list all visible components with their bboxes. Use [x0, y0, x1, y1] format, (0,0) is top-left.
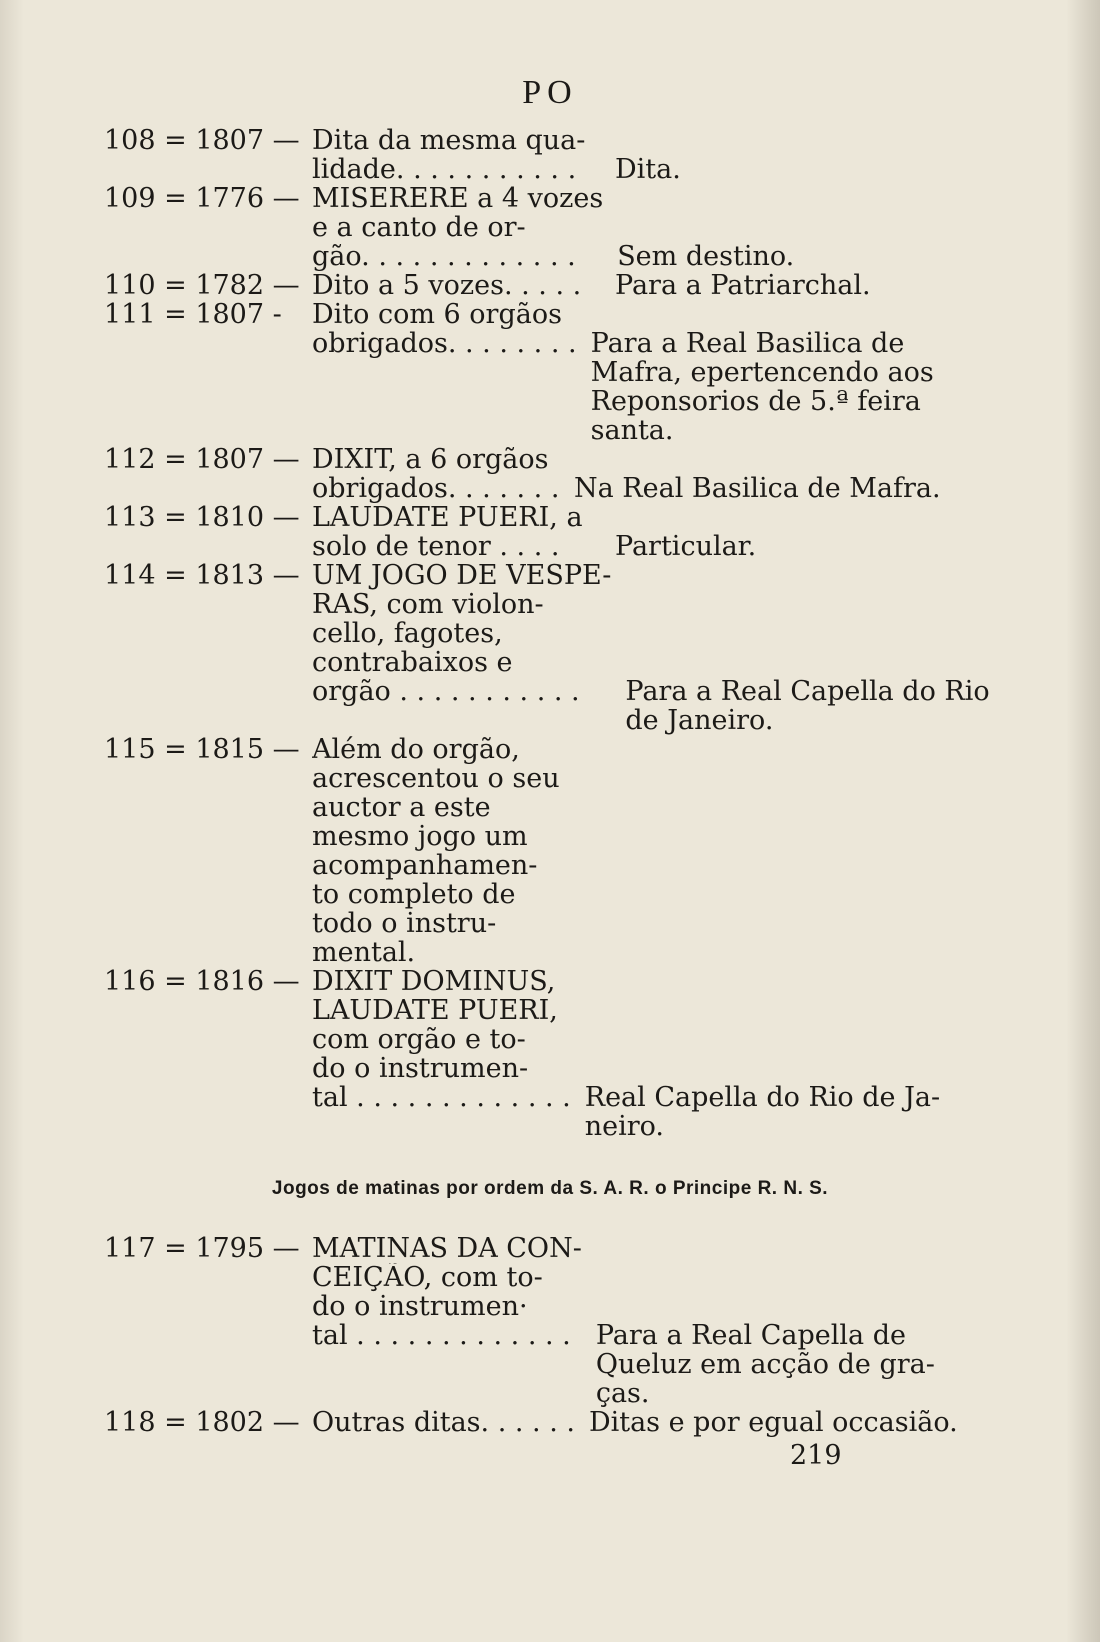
entry-destination-line — [596, 1263, 926, 1292]
catalogue-entry — [104, 184, 904, 271]
entry-title-line: acrescentou o seu — [312, 764, 560, 793]
entry-number-year: 118 = 1802 — — [104, 1407, 300, 1438]
catalogue-entry — [104, 299, 934, 446]
entry-destination-line: Dita. — [615, 154, 681, 185]
entry-title-line: LAUDATE PUERI, a — [312, 503, 583, 532]
entry-title-line: LAUDATE PUERI, — [312, 996, 558, 1025]
entry-title — [312, 271, 601, 300]
entry-title-line: tal . . . . . . . . . . . . . — [312, 1083, 571, 1112]
entry-destination-line — [585, 1025, 915, 1054]
entry-title-line: do o instrumen- — [312, 1054, 529, 1083]
entry-number-year: 109 = 1776 — — [104, 183, 300, 214]
entry-title-line: CEIÇÃO, com to- — [312, 1263, 543, 1292]
entry-title-line: todo o instru- — [312, 909, 497, 938]
entry-title-line: com orgão e to- — [312, 1025, 526, 1054]
entry-destination — [615, 271, 904, 300]
entry-destination-line — [596, 1292, 926, 1321]
entry-destination-line: Particular. — [615, 531, 757, 562]
entry-title-line: RAS, com violon- — [312, 590, 544, 619]
entry-destination-line — [625, 561, 955, 590]
entry-destination-line: Mafra, epertencendo aos — [590, 357, 934, 388]
entry-title-line: to completo de — [312, 880, 516, 909]
catalogue-entry — [104, 966, 941, 1142]
entry-destination-line — [591, 300, 921, 329]
catalogue-entry — [104, 503, 904, 561]
entry-destination — [584, 967, 941, 1142]
entry-title-line: Outras ditas. . . . . . — [312, 1408, 575, 1437]
entry-title-line: Além do orgão, — [312, 735, 520, 764]
entry-title — [312, 1408, 575, 1437]
entry-title — [312, 561, 611, 735]
entry-title-line: orgão . . . . . . . . . . . — [312, 677, 580, 706]
catalogue-entries — [104, 125, 990, 1142]
catalogue-entry — [104, 1407, 958, 1438]
entry-destination — [615, 126, 904, 184]
page-number: 219 — [790, 1440, 842, 1471]
entry-destination-line — [625, 590, 955, 619]
entry-destination — [617, 184, 904, 271]
entry-destination-line: Ditas e por egual occasião. — [588, 1407, 958, 1438]
entry-title — [312, 184, 603, 271]
page-edge-shadow-left — [0, 0, 24, 1642]
entry-destination-line — [615, 126, 904, 155]
entry-title-line: acompanhamen- — [312, 851, 538, 880]
entry-destination — [615, 503, 904, 561]
entry-destination — [574, 445, 941, 504]
entry-title-line: obrigados. . . . . . . — [312, 474, 560, 503]
entry-title-line: MATINAS DA CON- — [312, 1234, 582, 1263]
entry-destination — [615, 735, 904, 967]
catalogue-entry — [104, 444, 941, 504]
entry-title-line: cello, fagotes, — [312, 619, 503, 648]
entry-number-year: 111 = 1807 - — [104, 299, 282, 330]
entry-title-line: gão. . . . . . . . . . . . . — [312, 242, 576, 271]
entry-destination-line: Para a Real Basilica de — [590, 328, 905, 359]
entry-title — [312, 300, 577, 445]
entry-title-line: Dito a 5 vozes. . . . . — [312, 271, 582, 300]
running-head: PO — [522, 74, 578, 111]
entry-destination-line: Reponsorios de 5.ª feira — [590, 386, 921, 417]
entry-destination-line — [585, 996, 915, 1025]
entry-title-line: MISERERE a 4 vozes — [312, 184, 604, 213]
entry-number-year: 110 = 1782 — — [104, 270, 300, 301]
entry-destination-line — [617, 213, 904, 242]
entry-destination-line: ças. — [595, 1378, 650, 1409]
entry-title-line: e a canto de or- — [312, 213, 526, 242]
entry-number-year: 116 = 1816 — — [104, 966, 300, 997]
entry-number-year: 114 = 1813 — — [104, 560, 300, 591]
entry-destination-line — [585, 967, 915, 996]
entry-destination-line: Na Real Basilica de Mafra. — [574, 473, 941, 504]
entry-destination-line — [615, 503, 904, 532]
entry-destination-line: Para a Real Capella do Rio — [625, 676, 990, 707]
entry-destination — [588, 1407, 958, 1438]
entry-number-year: 113 = 1810 — — [104, 502, 300, 533]
entry-number-year: 108 = 1807 — — [104, 125, 300, 156]
entry-title-line: lidade. . . . . . . . . . . — [312, 155, 577, 184]
entry-title-line: tal . . . . . . . . . . . . . — [312, 1321, 571, 1350]
entry-title-line: UM JOGO DE VESPE- — [312, 561, 612, 590]
entry-title — [312, 445, 560, 503]
catalogue-entries-matinas — [104, 1233, 958, 1438]
entry-title-line: Dito com 6 orgãos — [312, 300, 562, 329]
entry-title — [312, 1234, 582, 1408]
entry-title-line: DIXIT DOMINUS, — [312, 967, 556, 996]
entry-title — [312, 126, 601, 184]
entry-title-line: contrabaixos e — [312, 648, 513, 677]
entry-title-line: solo de tenor . . . . — [312, 532, 560, 561]
entry-destination-line: Para a Real Capella de — [595, 1320, 906, 1351]
entry-destination-line: Queluz em acção de gra- — [595, 1349, 935, 1380]
entry-title-line: DIXIT, a 6 orgãos — [312, 445, 549, 474]
entry-destination-line — [625, 619, 955, 648]
catalogue-entry — [104, 1233, 935, 1409]
entry-number-year: 115 = 1815 — — [104, 734, 300, 765]
entry-destination-line — [625, 648, 955, 677]
entry-destination-line — [617, 184, 904, 213]
entry-title-line: mesmo jogo um — [312, 822, 528, 851]
entry-title — [312, 735, 601, 967]
entry-title-line: do o instrumen· — [312, 1292, 528, 1321]
entry-title-line: obrigados. . . . . . . . — [312, 329, 577, 358]
entry-number-year: 117 = 1795 — — [104, 1233, 300, 1264]
entry-number-year: 112 = 1807 — — [104, 444, 300, 475]
page-edge-shadow-right — [1066, 0, 1100, 1642]
entry-destination-line: Para a Patriarchal. — [615, 270, 871, 301]
entry-title-line: mental. — [312, 938, 416, 967]
catalogue-entry — [104, 735, 904, 967]
catalogue-entry — [104, 560, 990, 736]
entry-destination-line — [585, 1054, 915, 1083]
catalogue-entry — [104, 126, 904, 184]
entry-destination — [625, 561, 990, 736]
entry-destination-line: santa. — [590, 415, 674, 446]
entry-destination-line: Sem destino. — [617, 241, 795, 272]
section-heading: Jogos de matinas por ordem da S. A. R. o Principe R. N. S. — [271, 1178, 829, 1199]
entry-title — [312, 503, 601, 561]
entry-destination-line: Real Capella do Rio de Ja- — [584, 1082, 941, 1113]
entry-destination-line: neiro. — [584, 1111, 665, 1142]
entry-destination-line: de Janeiro. — [625, 705, 774, 736]
entry-destination-line — [596, 1234, 926, 1263]
entry-destination-line — [574, 445, 904, 474]
entry-title-line: Dita da mesma qua- — [312, 126, 586, 155]
entry-title-line: auctor a este — [312, 793, 491, 822]
entry-destination — [590, 300, 934, 446]
catalogue-entry — [104, 271, 904, 300]
entry-title — [312, 967, 571, 1141]
entry-destination — [595, 1234, 935, 1409]
